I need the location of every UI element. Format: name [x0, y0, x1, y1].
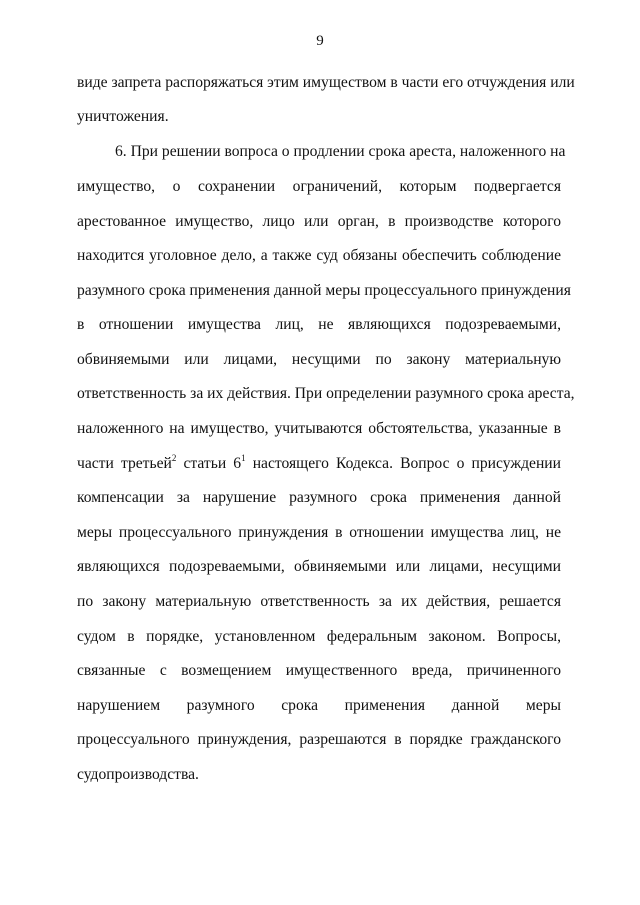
superscript: 2: [171, 453, 177, 463]
text-line: связанные с возмещением имущественного вреда, причиненного: [77, 662, 561, 679]
page-number: 9: [316, 33, 324, 49]
text-fragment: настоящего Кодекса. Вопрос о присуждении: [245, 455, 561, 472]
text-line: меры процессуального принуждения в отношении имущества лиц, не: [77, 524, 561, 541]
text-line: арестованное имущество, лицо или орган, в производстве которого: [77, 213, 561, 230]
text-line: судом в порядке, установленном федеральным законом. Вопросы,: [77, 628, 561, 645]
text-line: виде запрета распоряжаться этим имуществом в части его отчуждения или: [77, 74, 575, 91]
superscript: 1: [241, 453, 246, 463]
text-line: являющихся подозреваемыми, обвиняемыми или лицами, несущими: [77, 558, 561, 575]
text-line: имущество, о сохранении ограничений, которым подвергается: [77, 178, 561, 195]
text-line: уничтожения.: [77, 108, 169, 125]
text-line: ответственность за их действия. При определении разумного срока ареста,: [77, 385, 575, 402]
text-line: наложенного на имущество, учитываются обстоятельства, указанные в: [77, 420, 561, 437]
text-line: в отношении имущества лиц, не являющихся подозреваемыми,: [77, 316, 561, 333]
text-line-with-superscripts: [77, 454, 561, 474]
text-line: судопроизводства.: [77, 766, 199, 783]
text-line: разумного срока применения данной меры процессуального принуждения: [77, 282, 571, 299]
text-line: по закону материальную ответственность за их действия, решается: [77, 593, 561, 610]
text-line: компенсации за нарушение разумного срока применения данной: [77, 489, 561, 506]
text-line: процессуального принуждения, разрешаются в порядке гражданского: [77, 731, 561, 748]
paragraph-start-line: 6. При решении вопроса о продлении срока ареста, наложенного на: [115, 143, 566, 160]
text-fragment: статьи 6: [176, 455, 242, 472]
text-line: обвиняемыми или лицами, несущими по закону материальную: [77, 351, 561, 368]
text-line: находится уголовное дело, а также суд обязаны обеспечить соблюдение: [77, 247, 561, 264]
text-line: нарушением разумного срока применения данной меры: [77, 697, 561, 714]
text-fragment: части третьей: [77, 455, 172, 472]
